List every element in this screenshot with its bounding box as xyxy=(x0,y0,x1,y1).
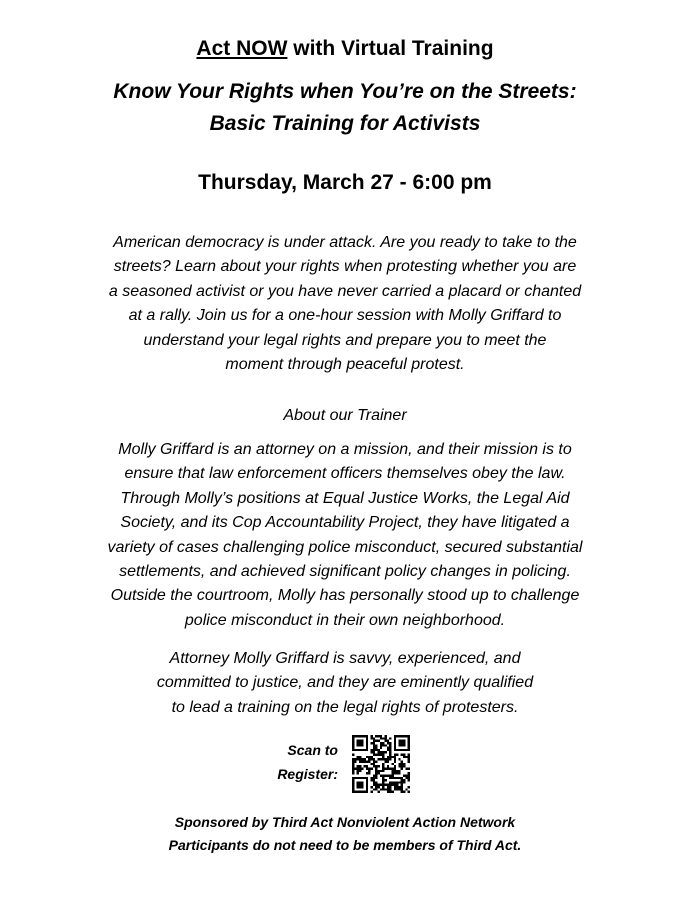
bio-line: Society, and its Cop Accountability Project, they have litigated a xyxy=(120,514,570,532)
qr-code-icon[interactable] xyxy=(352,735,410,793)
bio-line: Outside the courtroom, Molly has personally stood up to challenge xyxy=(110,587,580,605)
event-title-line-2: Basic Training for Activists xyxy=(209,112,481,135)
closing-line: Attorney Molly Griffard is savvy, experienced, and xyxy=(169,650,521,667)
headline-rest: with Virtual Training xyxy=(287,37,494,60)
closing-line: to lead a training on the legal rights of protesters. xyxy=(171,698,519,716)
scan-to-register-label xyxy=(258,738,338,786)
event-date: Thursday, March 27 - 6:00 pm xyxy=(198,171,492,194)
intro-line: understand your legal rights and prepare you to meet the xyxy=(143,331,547,349)
intro-line: at a rally. Join us for a one-hour session with Molly Griffard to xyxy=(128,307,562,325)
event-title xyxy=(40,76,650,140)
membership-note: Participants do not need to be members of Third Act. xyxy=(168,837,522,853)
bio-line: ensure that law enforcement officers themselves obey the law. xyxy=(124,465,566,483)
sponsor-block xyxy=(0,811,690,857)
about-trainer-heading: About our Trainer xyxy=(283,407,407,424)
closing-line: committed to justice, and they are eminently qualified xyxy=(156,674,534,692)
intro-paragraph xyxy=(50,231,640,377)
bio-line: Molly Griffard is an attorney on a mission, and their mission is to xyxy=(118,441,572,458)
headline xyxy=(0,34,690,64)
intro-line: moment through peaceful protest. xyxy=(225,356,465,374)
trainer-closing xyxy=(50,647,640,720)
register-label-line-1: Scan to xyxy=(287,742,338,758)
trainer-bio xyxy=(50,438,640,633)
bio-line: settlements, and achieved significant policy changes in policing. xyxy=(119,563,571,581)
bio-line: police misconduct in their own neighborhood. xyxy=(184,611,506,629)
sponsor-line: Sponsored by Third Act Nonviolent Action Network xyxy=(174,814,516,830)
bio-line: Through Molly’s positions at Equal Justice Works, the Legal Aid xyxy=(120,489,570,507)
register-label-line-2: Register: xyxy=(277,766,338,782)
event-title-line-1: Know Your Rights when You’re on the Streets: xyxy=(113,80,577,103)
intro-line: a seasoned activist or you have never carried a placard or chanted xyxy=(108,282,582,300)
intro-line: streets? Learn about your rights when protesting whether you are xyxy=(113,258,577,276)
bio-line: variety of cases challenging police misconduct, secured substantial xyxy=(107,538,583,556)
headline-act-now: Act NOW xyxy=(196,37,288,60)
intro-line: American democracy is under attack. Are you ready to take to the xyxy=(113,234,577,251)
